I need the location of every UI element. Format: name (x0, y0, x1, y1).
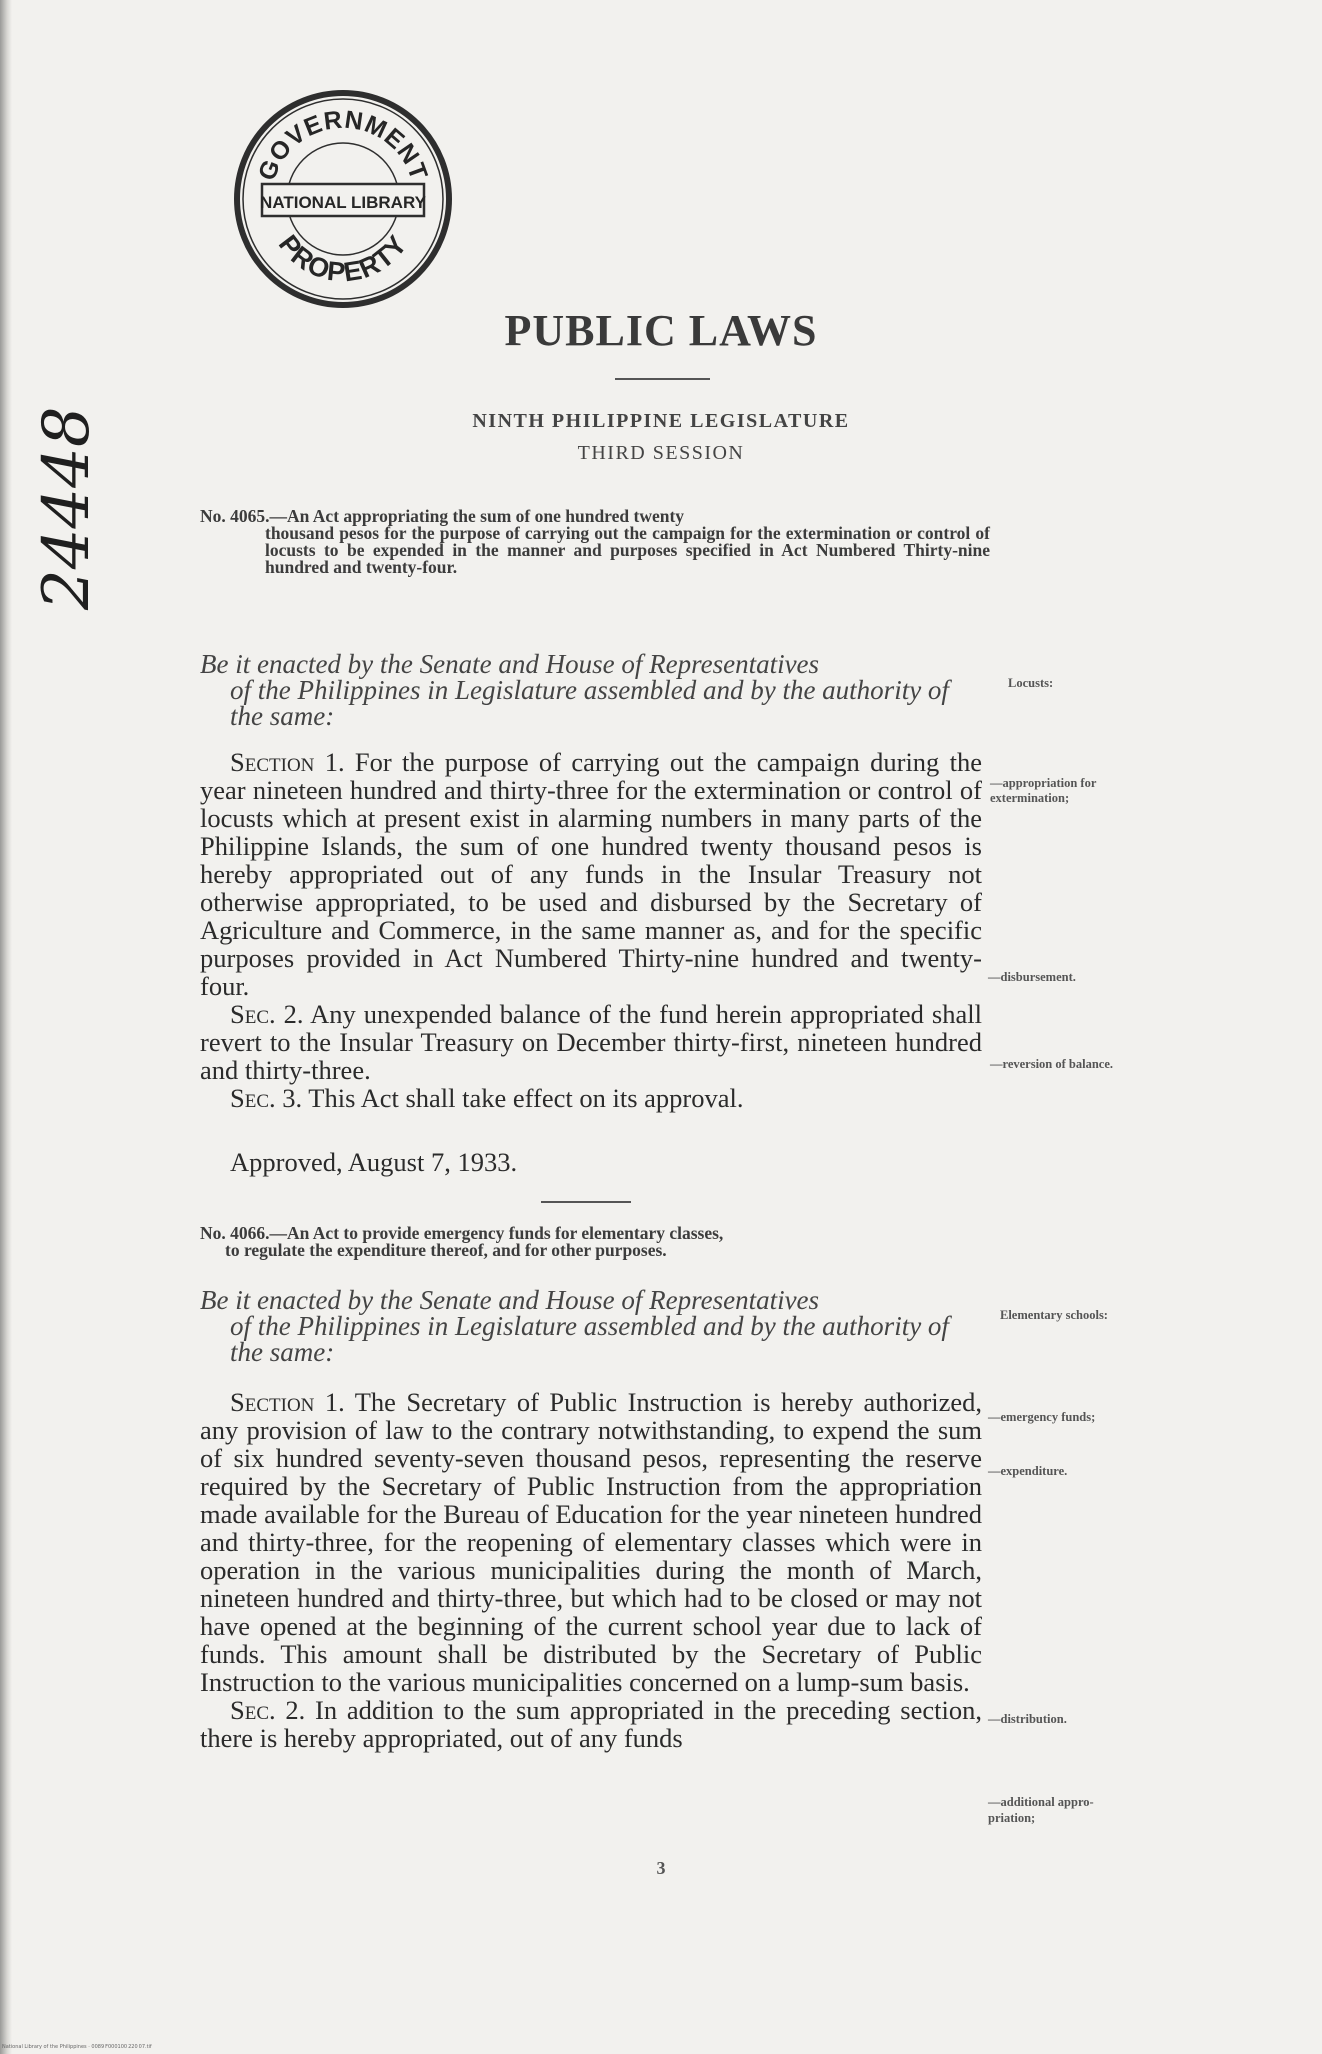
act-4065-enacting-clause (200, 651, 980, 729)
act-4065-heading-rest: thousand pesos for the purpose of carrying out the campaign for the extermination or control of locusts to be expended in the manner and purposes specified in Act Numbered Thirty-nine hundred and twenty-four. (265, 523, 990, 577)
act-4065-heading (200, 508, 990, 576)
section-text: This Act shall take effect on its approval. (302, 1083, 744, 1113)
page-title: PUBLIC LAWS (504, 306, 818, 355)
section-text: In addition to the sum appropriated in the preceding section, there is hereby appropriated, out of any funds (200, 1695, 982, 1753)
margin-note-locusts: Locusts: (1008, 676, 1054, 690)
margin-note-disbursement: —disbursement. (988, 970, 1076, 984)
act-4066-heading-first: No. 4066.—An Act to provide emergency funds for elementary classes, (200, 1223, 724, 1243)
act-4065-section-1 (200, 748, 982, 1000)
section-divider-rule (541, 1201, 631, 1203)
margin-note-expenditure: —expenditure. (988, 1464, 1068, 1478)
act-4066-section-2 (200, 1696, 982, 1752)
act-4065-approval-date: Approved, August 7, 1933. (230, 1147, 518, 1177)
act-4066-enacting-rest: of the Philippines in Legislature assembled and by the authority of the same: (230, 1311, 949, 1367)
margin-note-appropriation: —appropriation for (990, 776, 1097, 790)
margin-note-additional: —additional appro- (988, 1795, 1094, 1809)
act-4065-section-3 (200, 1084, 982, 1112)
margin-note-extermination: extermination; (990, 791, 1070, 805)
section-label: Section 1. (230, 1387, 345, 1417)
section-text: For the purpose of carrying out the campaign during the year nineteen hundred and thirty-three for the extermination or control of locusts which at present exist in alarming numbers in many parts of the Philippine Islands, the sum of one hundred twenty thousand pesos is hereby appropriated out of any funds in the Insular Treasury not otherwise appropriated, to be used and disbursed by the Secretary of Agriculture and Commerce, in the same manner as, and for the specific purposes provided in Act Numbered Thirty-nine hundred and twenty-four. (200, 747, 982, 1001)
act-4066-heading-rest: to regulate the expenditure thereof, and for other purposes. (225, 1240, 667, 1260)
stamp-middle-text: NATIONAL LIBRARY (260, 193, 426, 212)
stamp-bottom-text: PROPERTY (272, 229, 414, 288)
stamp-top-text: GOVERNMENT (252, 105, 434, 185)
margin-note-elementary-schools: Elementary schools: (1000, 1308, 1108, 1322)
scan-footer: National Library of the Philippines · 0089 F000100 220 07.tif (2, 2044, 152, 2050)
act-4066-section-1 (200, 1388, 982, 1696)
act-4066-enacting-first: Be it enacted by the Senate and House of Representatives (200, 1285, 820, 1315)
section-text: The Secretary of Public Instruction is hereby authorized, any provision of law to the contrary notwithstanding, to expend the sum of six hundred seventy-seven thousand pesos, representing the reserve required by the Secretary of Public Instruction from the appropriation made available for the Bureau of Education for the year nineteen hundred and thirty-three, for the reopening of elementary classes which were in operation in the various municipalities during the month of March, nineteen hundred and thirty-three, but which had to be closed or may not have opened at the beginning of the current school year due to lack of funds. This amount shall be distributed by the Secretary of Public Instruction to the various municipalities concerned on a lump-sum basis. (200, 1387, 982, 1697)
section-label: Sec. 2. (230, 999, 304, 1029)
handwritten-note-text: 24448 (30, 406, 104, 610)
section-label: Sec. 3. (230, 1083, 303, 1113)
act-4065-body (200, 748, 982, 1112)
margin-note-emergency-funds: —emergency funds; (988, 1410, 1096, 1424)
session-heading: THIRD SESSION (577, 442, 745, 464)
section-text: Any unexpended balance of the fund herein appropriated shall revert to the Insular Treasury on December thirty-first, nineteen hundred and thirty-three. (200, 999, 982, 1085)
act-4065-enacting-rest: of the Philippines in Legislature assembled and by the authority of the same: (230, 675, 949, 731)
act-4065-enacting-first: Be it enacted by the Senate and House of Representatives (200, 649, 820, 679)
section-label: Sec. 2. (230, 1695, 306, 1725)
library-stamp (232, 88, 454, 310)
title-rule (615, 378, 710, 380)
margin-note-distribution: —distribution. (988, 1712, 1067, 1726)
act-4066-body (200, 1388, 982, 1752)
margin-note-reversion: —reversion of balance. (990, 1057, 1114, 1071)
svg-text:PROPERTY (273, 229, 413, 287)
act-4065-section-2 (200, 1000, 982, 1084)
act-4066-enacting-clause (200, 1287, 980, 1365)
act-4066-heading (200, 1225, 990, 1259)
margin-note-priation: priation; (988, 1811, 1036, 1825)
act-4065-heading-first: No. 4065.—An Act appropriating the sum of one hundred twenty (200, 506, 685, 526)
page-number: 3 (656, 1858, 666, 1878)
section-label: Section 1. (230, 747, 345, 777)
legislature-heading: NINTH PHILIPPINE LEGISLATURE (472, 410, 850, 432)
